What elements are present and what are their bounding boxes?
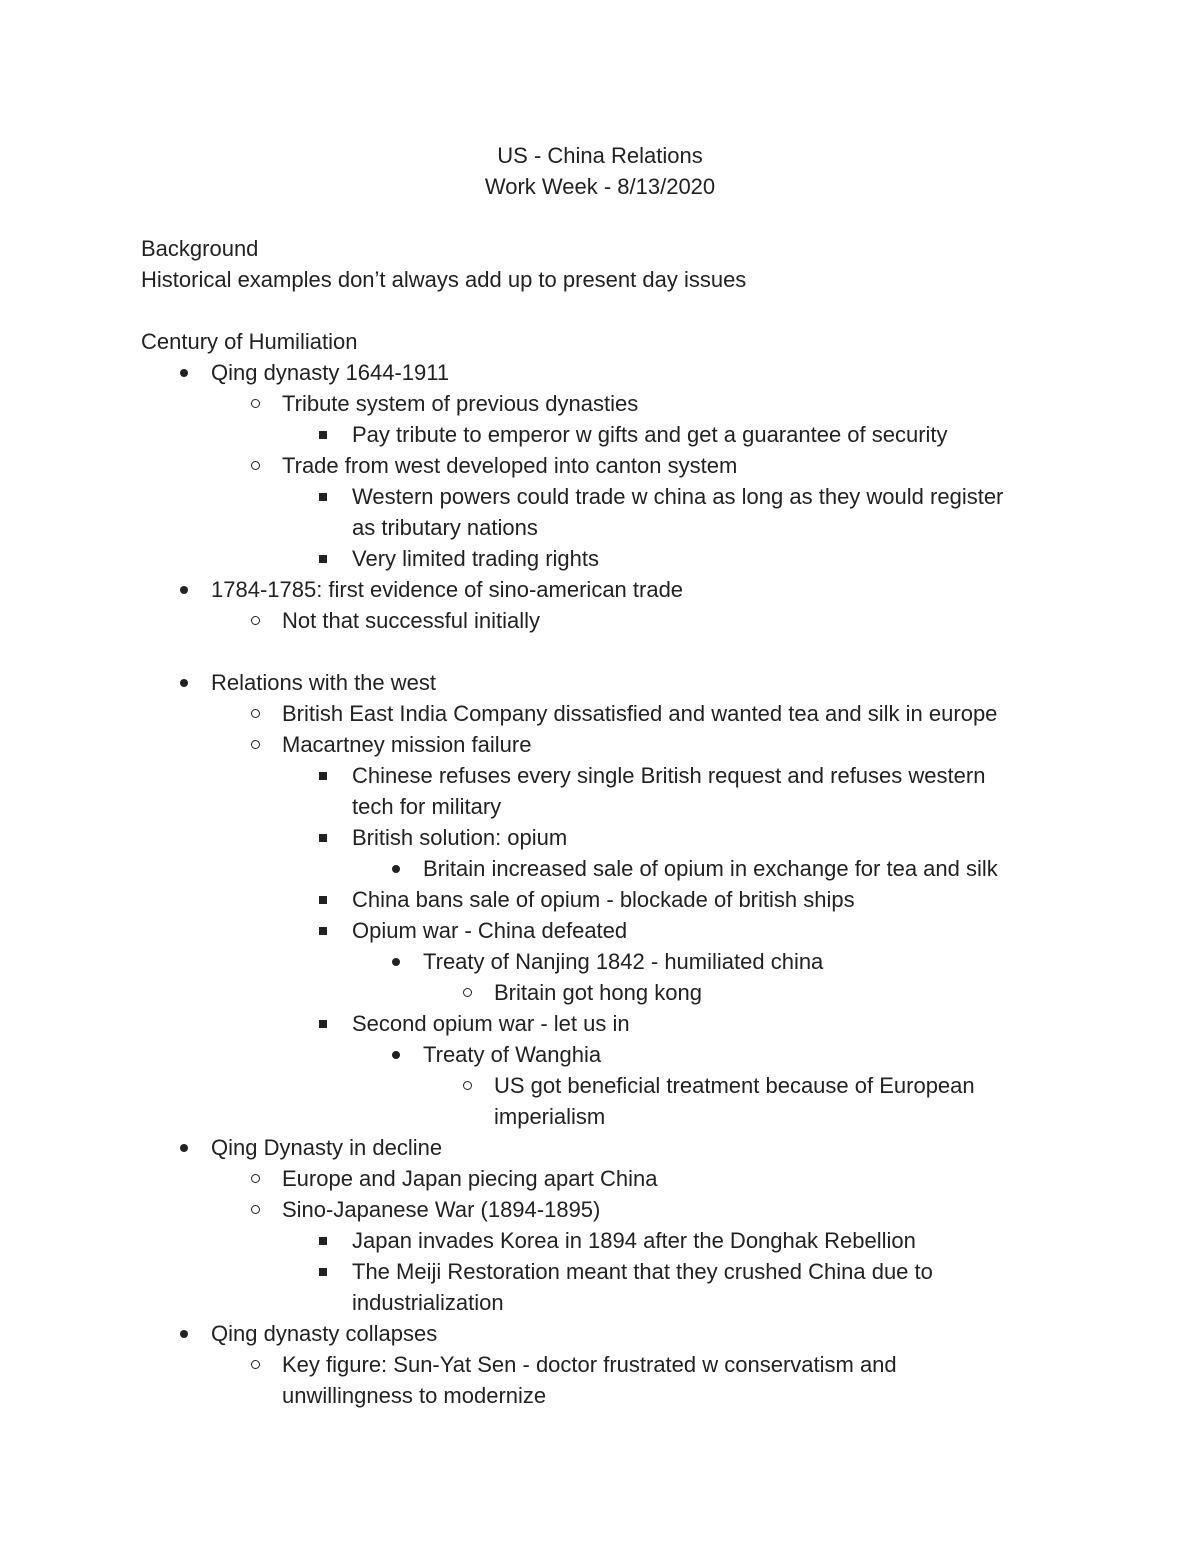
bullet-square-icon	[316, 822, 340, 853]
document-subtitle: Work Week - 8/13/2020	[484, 174, 716, 199]
bullet-circle-icon	[249, 1194, 273, 1225]
bullet-square-icon	[316, 481, 340, 512]
bullet-circle-icon	[249, 698, 273, 729]
bullet-disc-icon	[388, 1039, 412, 1070]
list-item-continuation: tech for military	[352, 794, 502, 819]
bullet-circle-icon	[461, 977, 485, 1008]
list-item: British solution: opium	[352, 825, 568, 850]
list-item: Treaty of Nanjing 1842 - humiliated china	[423, 949, 824, 974]
list-item: Qing dynasty 1644-1911	[211, 360, 450, 385]
bullet-square-icon	[316, 884, 340, 915]
list-item: Britain increased sale of opium in exchange for tea and silk	[423, 856, 998, 881]
list-item: Chinese refuses every single British request and refuses western	[352, 763, 986, 788]
list-item: Not that successful initially	[282, 608, 540, 633]
bullet-square-icon	[316, 915, 340, 946]
bullet-disc-icon	[176, 667, 200, 698]
list-item-continuation: as tributary nations	[352, 515, 538, 540]
list-item: Macartney mission failure	[282, 732, 532, 757]
list-item: China bans sale of opium - blockade of british ships	[352, 887, 855, 912]
list-item: Qing dynasty collapses	[211, 1321, 438, 1346]
bullet-square-icon	[316, 419, 340, 450]
bullet-square-icon	[316, 1225, 340, 1256]
list-item: Japan invades Korea in 1894 after the Donghak Rebellion	[352, 1228, 916, 1253]
bullet-square-icon	[316, 1256, 340, 1287]
list-item: Key figure: Sun-Yat Sen - doctor frustrated w conservatism and	[282, 1352, 897, 1377]
list-item-continuation: unwillingness to modernize	[282, 1383, 547, 1408]
bullet-disc-icon	[176, 1132, 200, 1163]
list-item: British East India Company dissatisfied and wanted tea and silk in europe	[282, 701, 998, 726]
bullet-circle-icon	[249, 1163, 273, 1194]
bullet-square-icon	[316, 543, 340, 574]
list-item-continuation: imperialism	[494, 1104, 606, 1129]
bullet-disc-icon	[388, 853, 412, 884]
list-item: The Meiji Restoration meant that they crushed China due to	[352, 1259, 933, 1284]
document-title: US - China Relations	[497, 143, 703, 168]
list-item: Treaty of Wanghia	[423, 1042, 602, 1067]
bullet-disc-icon	[388, 946, 412, 977]
list-item: Europe and Japan piecing apart China	[282, 1166, 658, 1191]
bullet-square-icon	[316, 1008, 340, 1039]
bullet-circle-icon	[249, 1349, 273, 1380]
bullet-circle-icon	[249, 388, 273, 419]
list-item: 1784-1785: first evidence of sino-american trade	[211, 577, 684, 602]
list-item: Sino-Japanese War (1894-1895)	[282, 1197, 601, 1222]
list-item-continuation: industrialization	[352, 1290, 504, 1315]
list-item: Relations with the west	[211, 670, 436, 695]
bullet-circle-icon	[461, 1070, 485, 1101]
century-heading: Century of Humiliation	[141, 329, 358, 354]
bullet-disc-icon	[176, 357, 200, 388]
bullet-circle-icon	[249, 729, 273, 760]
list-item: Trade from west developed into canton system	[282, 453, 738, 478]
bullet-disc-icon	[176, 1318, 200, 1349]
list-item: Qing Dynasty in decline	[211, 1135, 443, 1160]
list-item: US got beneficial treatment because of European	[494, 1073, 975, 1098]
list-item: Tribute system of previous dynasties	[282, 391, 639, 416]
background-text: Historical examples don’t always add up to present day issues	[141, 267, 747, 292]
bullet-square-icon	[316, 760, 340, 791]
list-item: Opium war - China defeated	[352, 918, 628, 943]
bullet-circle-icon	[249, 605, 273, 636]
bullet-disc-icon	[176, 574, 200, 605]
list-item: Pay tribute to emperor w gifts and get a guarantee of security	[352, 422, 948, 447]
bullet-circle-icon	[249, 450, 273, 481]
list-item: Second opium war - let us in	[352, 1011, 630, 1036]
list-item: Britain got hong kong	[494, 980, 702, 1005]
background-heading: Background	[141, 236, 259, 261]
list-item: Very limited trading rights	[352, 546, 599, 571]
list-item: Western powers could trade w china as long as they would register	[352, 484, 1004, 509]
